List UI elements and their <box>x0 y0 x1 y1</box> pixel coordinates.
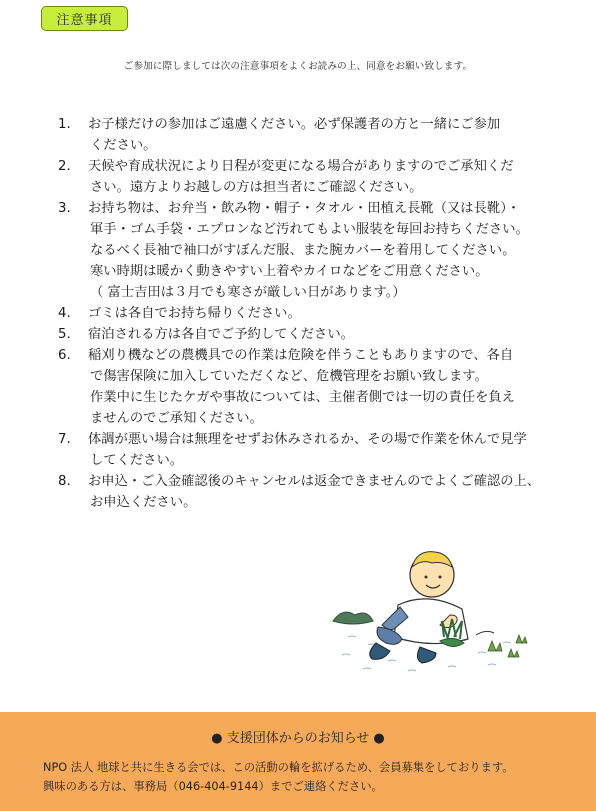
note-item <box>58 156 548 198</box>
note-line: してください。 <box>90 453 184 468</box>
note-number: 6. <box>58 348 71 363</box>
note-number: 3. <box>58 201 71 216</box>
footer-text-line: NPO 法人 地球と共に生きる会では、この活動の輪を拡げるため、会員募集をしております。 <box>43 761 514 774</box>
note-line: お子様だけの参加はご遠慮ください。必ず保護者の方と一緒にご参加 <box>88 117 501 132</box>
note-line: ゴミは各自でお持ち帰りください。 <box>88 306 301 321</box>
note-line: 作業中に生じたケガや事故については、主催者側では一切の責任を負え <box>90 390 515 405</box>
note-item <box>58 198 548 303</box>
note-item <box>58 345 548 429</box>
note-line: 宿泊される方は各自でご予約してください。 <box>88 327 354 342</box>
note-line: ませんのでご承知ください。 <box>90 411 263 426</box>
note-number: 7. <box>58 432 71 447</box>
note-number: 5. <box>58 327 71 342</box>
note-number: 8. <box>58 474 71 489</box>
note-line: お持ち物は、お弁当・飲み物・帽子・タオル・田植え長靴（又は長靴）・ <box>88 201 521 216</box>
section-title-badge: 注意事項 <box>41 6 128 31</box>
note-item <box>58 114 548 156</box>
note-line: 体調が悪い場合は無理をせずお休みされるか、その場で作業を休んで見学 <box>88 432 527 447</box>
note-line: 寒い時期は暖かく動きやすい上着やカイロなどをご用意ください。 <box>90 264 489 279</box>
note-line: なるべく長袖で袖口がすぼんだ服、また腕カバーを着用してください。 <box>90 243 516 258</box>
notes-list <box>58 114 548 513</box>
note-line: さい。遠方よりお越しの方は担当者にご確認ください。 <box>90 180 423 195</box>
note-line: お申込・ご入金確認後のキャンセルは返金できませんのでよくご確認の上、 <box>88 474 541 489</box>
note-line: 軍手・ゴム手袋・エプロンなど汚れてもよい服装を毎回お持ちください。 <box>90 222 529 237</box>
note-number: 4. <box>58 306 71 321</box>
note-line: （ 富士吉田は３月でも寒さが厳しい日があります。） <box>90 285 406 300</box>
note-item <box>58 303 548 324</box>
farmer-planting-illustration <box>328 545 528 680</box>
footer-notice <box>0 712 596 811</box>
note-line: 稲刈り機などの農機具での作業は危険を伴うこともありますので、各自 <box>88 348 514 363</box>
note-line: ください。 <box>90 138 157 153</box>
note-line: 天候や育成状況により日程が変更になる場合がありますのでご承知くだ <box>88 159 514 174</box>
note-item <box>58 471 548 513</box>
intro-text: ご参加に際しましては次の注意事項をよくお読みの上、同意をお願い致します。 <box>123 61 473 72</box>
note-line: お申込ください。 <box>90 495 197 510</box>
footer-title: ● 支援団体からのお知らせ ● <box>211 731 385 746</box>
note-number: 1. <box>58 117 71 132</box>
note-number: 2. <box>58 159 71 174</box>
note-line: で傷害保険に加入していただくなど、危機管理をお願い致します。 <box>90 369 488 384</box>
note-item <box>58 429 548 471</box>
note-item <box>58 324 548 345</box>
footer-text-line: 興味のある方は、事務局（046-404-9144）までご連絡ください。 <box>43 780 383 793</box>
